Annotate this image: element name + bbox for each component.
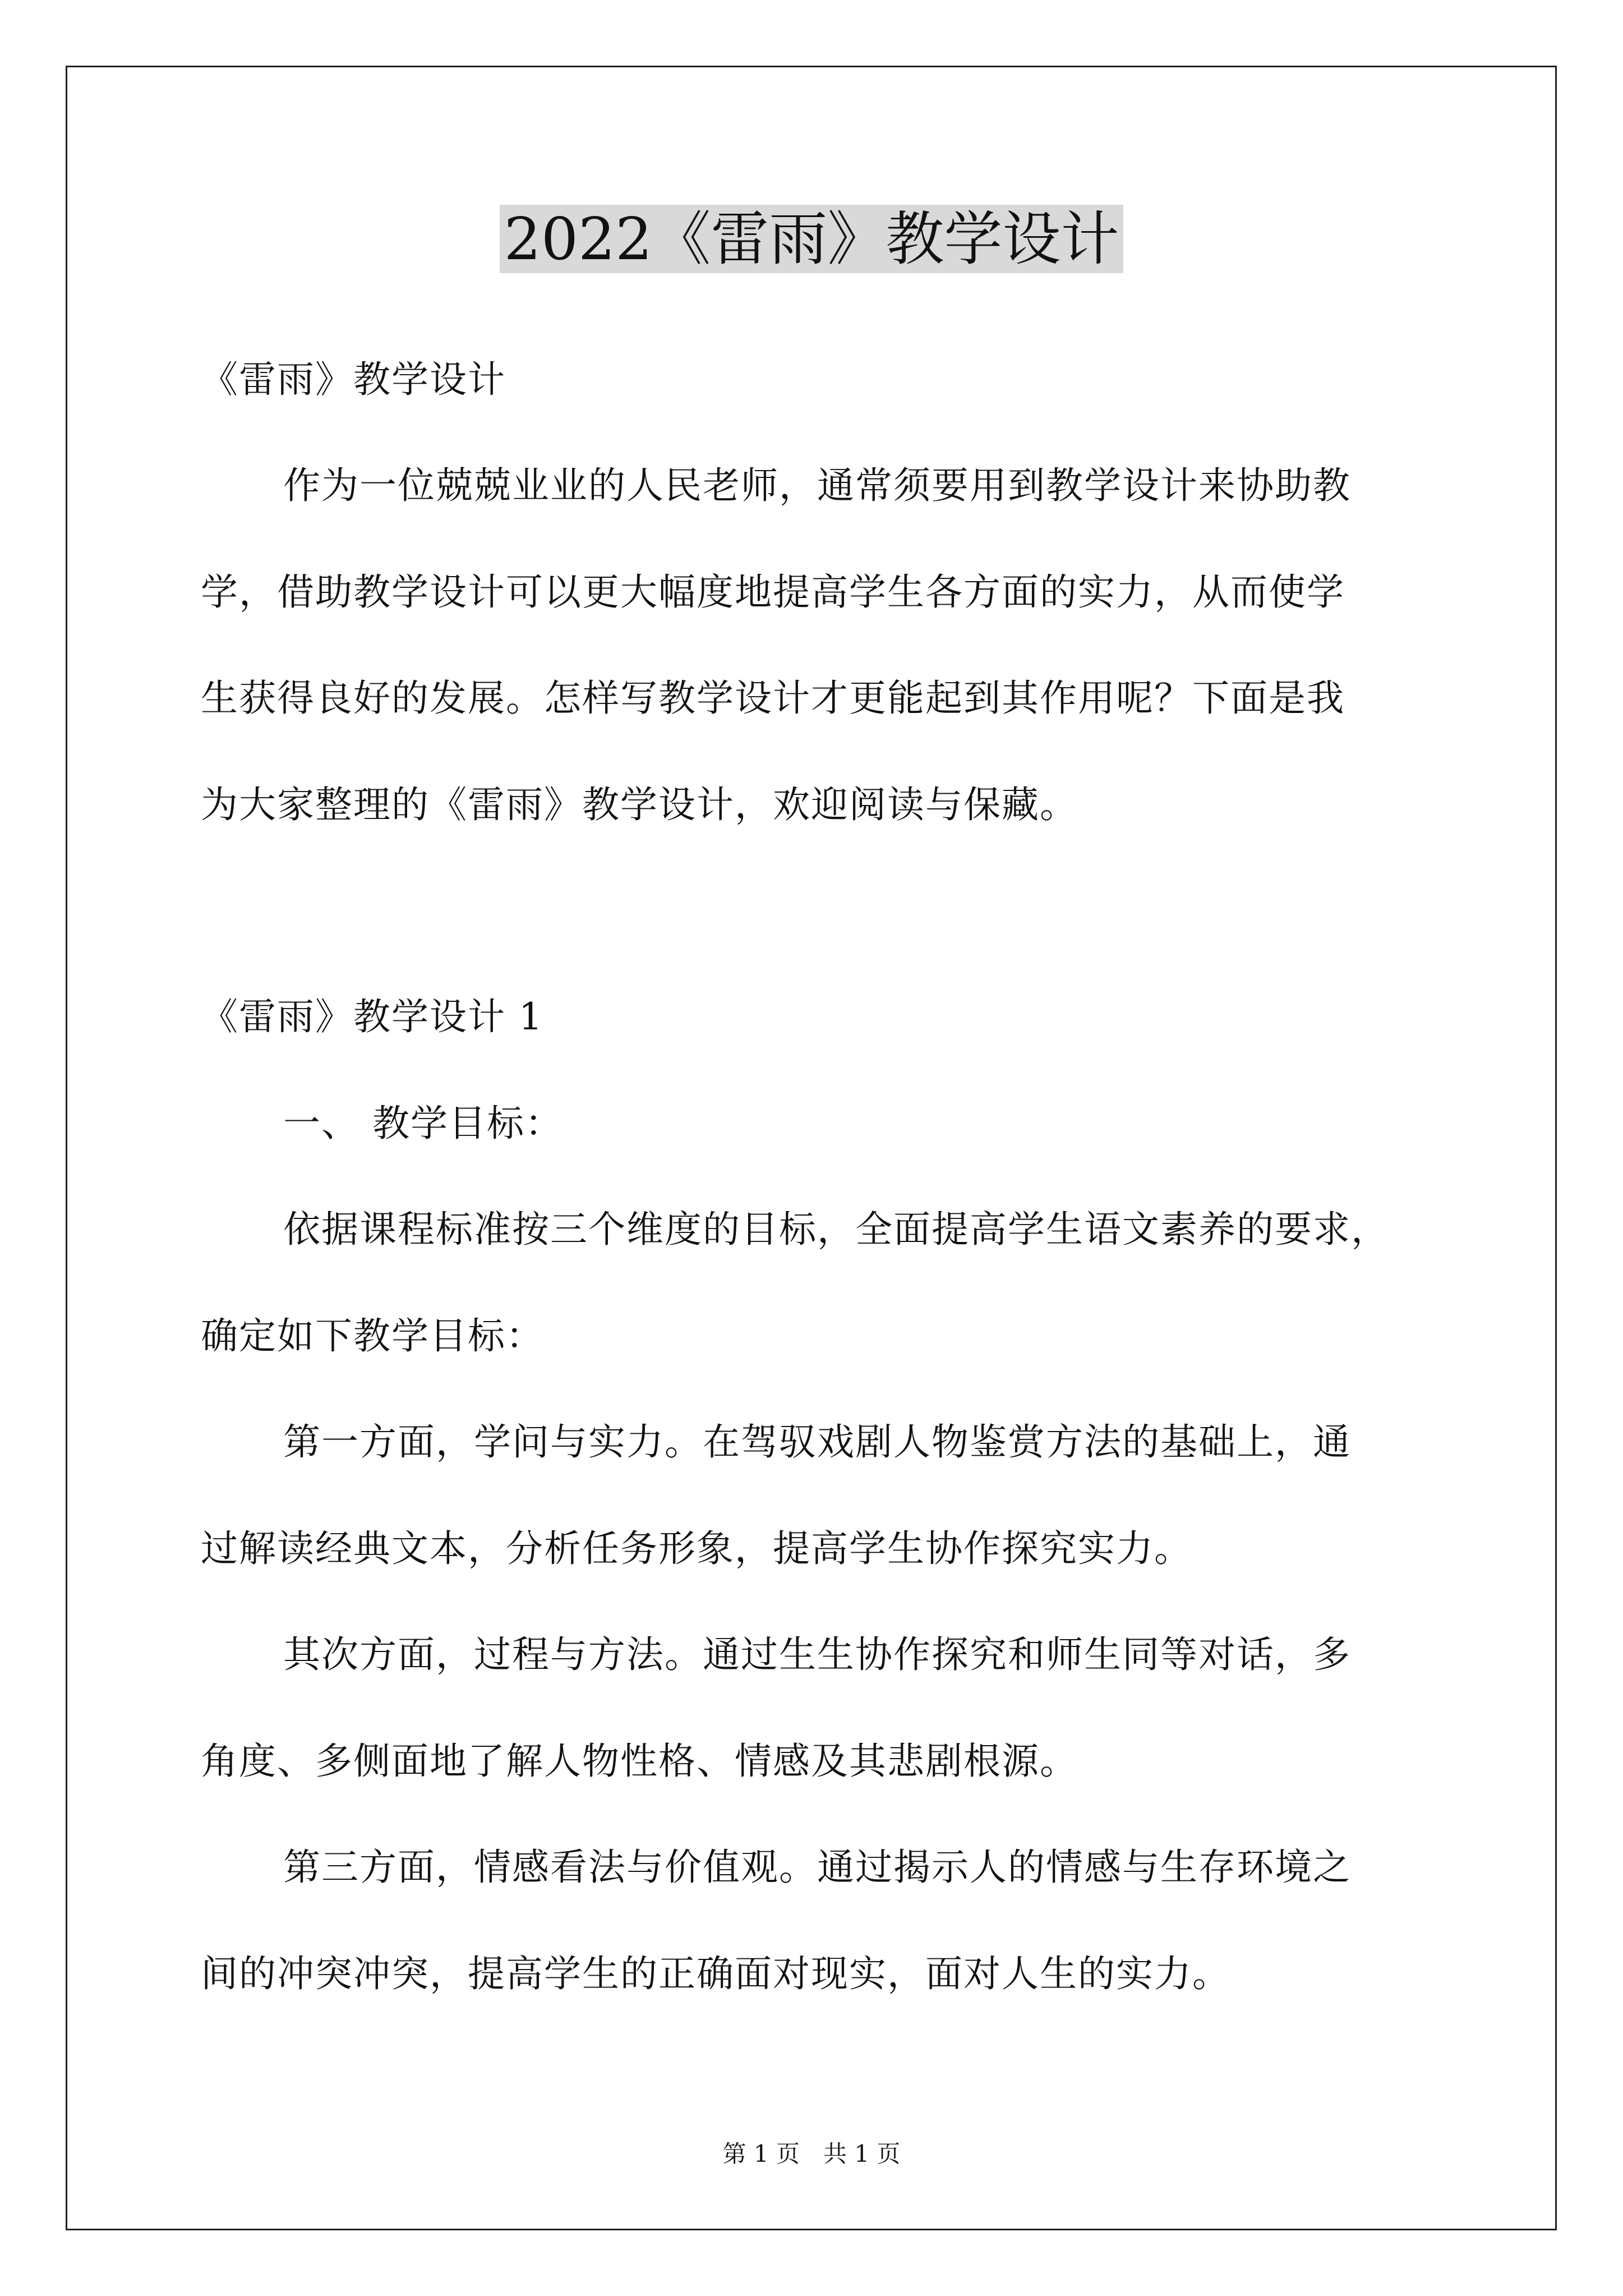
section-heading: 《雷雨》教学设计 1 [201, 995, 543, 1038]
intro-line-3: 生获得良好的发展。怎样写教学设计才更能起到其作用呢？下面是我 [201, 677, 1345, 720]
document-title-text: 2022《雷雨》教学设计 [500, 205, 1124, 273]
body-line-2: 依据课程标准按三个维度的目标，全面提高学生语文素养的要求， [283, 1208, 1389, 1251]
body-line-6: 其次方面，过程与方法。通过生生协作探究和师生同等对话，多 [283, 1633, 1351, 1676]
body-line-4: 第一方面，学问与实力。在驾驭戏剧人物鉴赏方法的基础上，通 [283, 1420, 1351, 1464]
intro-line-1: 作为一位兢兢业业的人民老师，通常须要用到教学设计来协助教 [283, 464, 1351, 507]
body-line-5: 过解读经典文本，分析任务形象，提高学生协作探究实力。 [201, 1527, 1192, 1570]
document-title [0, 200, 1623, 278]
intro-line-4: 为大家整理的《雷雨》教学设计，欢迎阅读与保藏。 [201, 783, 1078, 826]
body-line-9: 间的冲突冲突，提高学生的正确面对现实，面对人生的实力。 [201, 1952, 1230, 1995]
intro-line-2: 学，借助教学设计可以更大幅度地提高学生各方面的实力，从而使学 [201, 570, 1345, 614]
page-number-footer: 第 1 页 共 1 页 [722, 2140, 901, 2168]
body-line-3: 确定如下教学目标： [201, 1314, 544, 1358]
subtitle: 《雷雨》教学设计 [201, 358, 506, 401]
body-line-8: 第三方面，情感看法与价值观。通过揭示人的情感与生存环境之 [283, 1846, 1351, 1889]
objectives-heading: 一、 教学目标： [283, 1102, 563, 1145]
body-line-7: 角度、多侧面地了解人物性格、情感及其悲剧根源。 [201, 1740, 1078, 1783]
